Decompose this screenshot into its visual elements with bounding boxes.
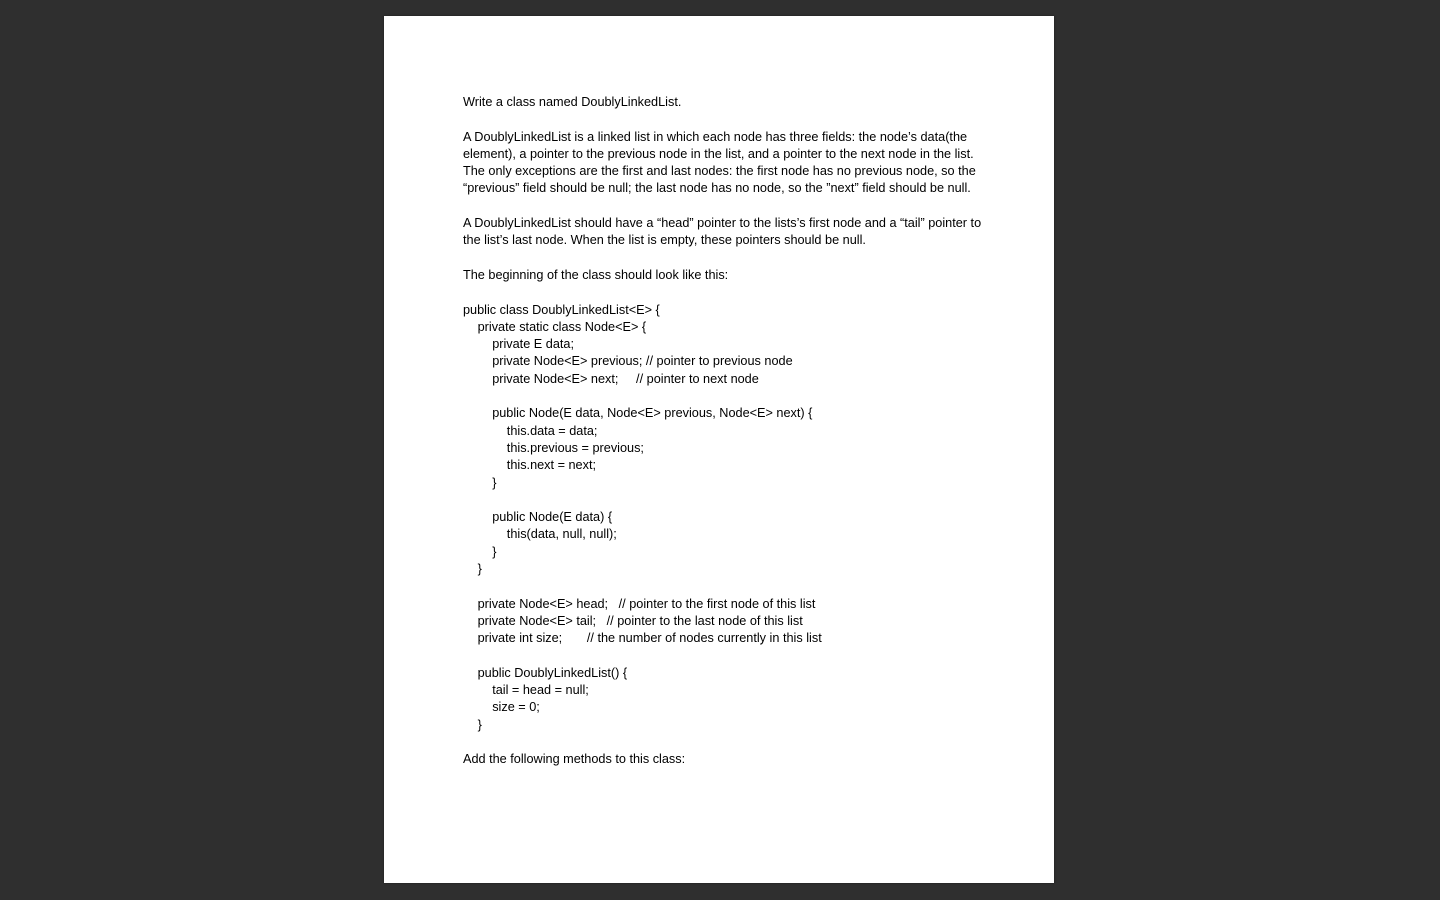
document-page [384,16,1054,883]
code-line [463,648,983,665]
description-paragraph: A DoublyLinkedList is a linked list in which each node has three fields: the node’s data(the element), a pointer to the previous node in the list, and a pointer to the next node in the list. The only exceptions are the first and last nodes: the first node has no previous node, so the “previous” field should be null; the last node has no node, so the ”next” field should be null. [463,129,976,196]
code-line: private E data; [492,337,574,352]
code-line: } [477,562,482,577]
code-line: private int size; // the number of nodes currently in this list [477,631,822,646]
code-line: } [477,717,482,732]
spacer [463,198,983,215]
code-line: public DoublyLinkedList() { [477,665,628,680]
outro-paragraph: Add the following methods to this class: [463,752,686,767]
code-line: this.previous = previous; [506,440,644,455]
document-content [463,94,983,769]
class-intro-paragraph: The beginning of the class should look like this: [463,267,729,282]
spacer [463,250,983,267]
spacer [463,734,983,751]
code-line [463,492,983,509]
code-line: this(data, null, null); [506,527,617,542]
code-line: this.next = next; [506,458,597,473]
head-tail-paragraph: A DoublyLinkedList should have a “head” pointer to the lists’s first node and a “tail” pointer to the list’s last node. When the list is empty, these pointers should be null. [463,216,982,248]
spacer [463,111,983,128]
code-line: tail = head = null; [492,683,589,698]
code-line: private Node<E> head; // pointer to the first node of this list [477,596,816,611]
code-line: public Node(E data, Node<E> previous, Node<E> next) { [492,406,813,421]
code-line: private Node<E> next; // pointer to next node [492,371,759,386]
code-block [463,302,983,734]
code-line: private Node<E> previous; // pointer to previous node [492,354,793,369]
code-line: } [492,475,497,490]
code-line: private static class Node<E> { [477,319,647,334]
code-line: size = 0; [492,700,540,715]
code-line: private Node<E> tail; // pointer to the last node of this list [477,613,803,628]
code-line: public Node(E data) { [492,510,613,525]
code-line: public class DoublyLinkedList<E> { [463,302,660,317]
spacer [463,284,983,301]
code-line [463,578,983,595]
code-line [463,388,983,405]
intro-paragraph: Write a class named DoublyLinkedList. [463,95,682,109]
code-line: this.data = data; [506,423,598,438]
code-line: } [492,544,497,559]
